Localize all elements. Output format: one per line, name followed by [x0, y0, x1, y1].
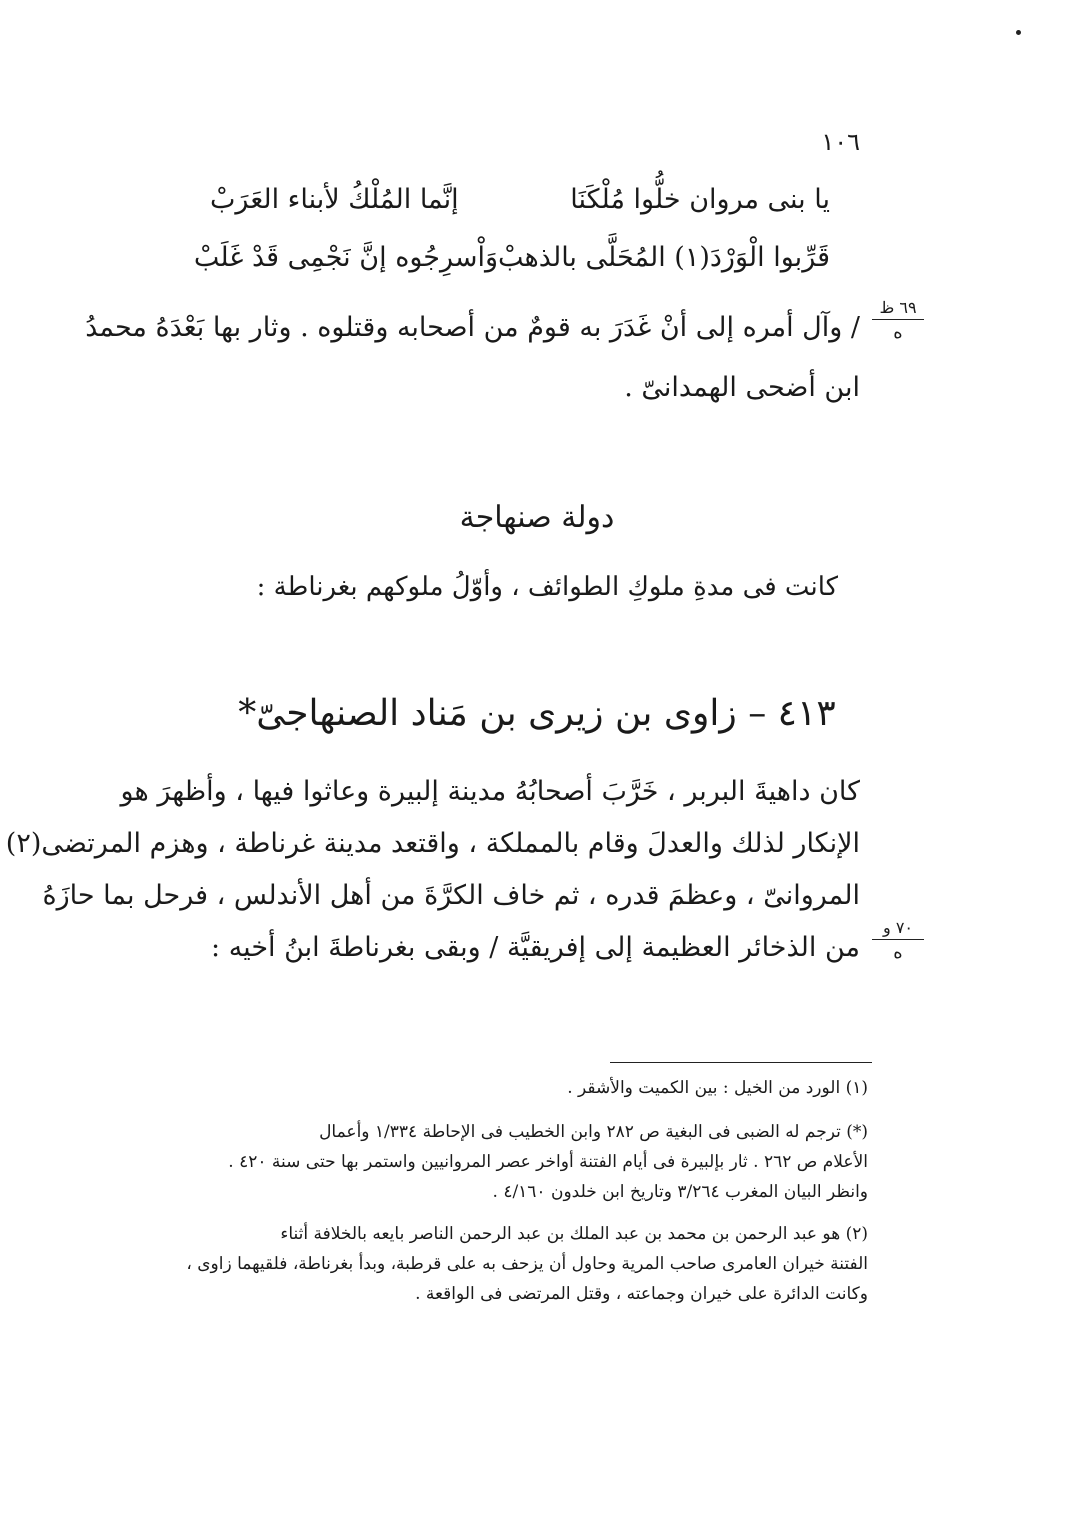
folio-number: ٦٩ ظ [879, 298, 917, 317]
section-subtitle: كانت فى مدةِ ملوكِ الطوائف ، وأوّلُ ملوكهم بغرناطة : [256, 572, 838, 602]
verse-hemistich-left: إنَّما المُلْكُ لأبناء العَرَبْ [210, 184, 459, 215]
footnote-line: الفتنة خيران العامرى صاحب المرية وحاول أن يزحف به على قرطبة، وبدأ بغرناطة، فلقيهما زاوى ، [186, 1254, 868, 1274]
footnote-separator [610, 1062, 872, 1063]
margin-folio-note [868, 298, 928, 343]
entry-line: كان داهيةَ البربر ، خَرَّبَ أصحابُهُ مدينة إلبيرة وعاثوا فيها ، وأظهرَ هو [120, 776, 860, 807]
entry-line: المروانىّ ، وعظمَ قدره ، ثم خاف الكرَّةَ من أهل الأندلس ، فرحل بما حازَهُ [42, 880, 860, 911]
entry-line: من الذخائر العظيمة إلى إفريقيَّة / وبقى بغرناطةَ ابنُ أخيه : [211, 932, 860, 963]
folio-mark: ه [893, 322, 903, 343]
footnote-line: (٢) هو عبد الرحمن بن محمد بن عبد الملك بن عبد الرحمن الناصر بايعه بالخلافة أثناء [280, 1224, 868, 1244]
verse-line [193, 242, 830, 273]
prose-line: ابن أضحى الهمدانىّ . [624, 372, 860, 403]
folio-divider [872, 939, 924, 940]
verse-hemistich-left: وَاْسرِجُوه إنَّ نَجْمِى قَدْ غَلَبْ [193, 242, 499, 273]
margin-folio-note [868, 918, 928, 963]
footnote-line: الأعلام ص ٢٦٢ . ثار بإلبيرة فى أيام الفتنة أواخر عصر المروانيين واستمر بها حتى سنة ٤٢٠ . [228, 1152, 868, 1172]
verse-hemistich-right: يا بنى مروان خلُّوا مُلْكَنَا [570, 184, 830, 215]
footnote-line: (١) الورد من الخيل : بين الكميت والأشقر . [567, 1078, 868, 1098]
ink-dot [1016, 30, 1021, 35]
footnote-line: وكانت الدائرة على خيران وجماعته ، وقتل المرتضى فى الواقعة . [415, 1284, 868, 1304]
verse-line [210, 184, 830, 215]
section-title: دولة صنهاجة [459, 500, 615, 535]
entry-title: ٤١٣ – زاوى بن زيرى بن مَناد الصنهاجىّ* [238, 693, 836, 734]
entry-line: الإنكار لذلك والعدلَ وقام بالمملكة ، واقتعد مدينة غرناطة ، وهزم المرتضى(٢) [5, 828, 860, 859]
page-number: ١٠٦ [821, 128, 860, 156]
folio-mark: ه [893, 942, 903, 963]
verse-hemistich-right: قَرِّبوا الْوَرْدَ(١) المُحَلَّى بالذهبْ [498, 242, 830, 273]
prose-line: / وآل أمره إلى أنْ غَدَرَ به قومٌ من أصحابه وقتلوه . وثار بها بَعْدَهُ محمدُ [85, 312, 860, 343]
folio-number: ٧٠ و [883, 918, 913, 937]
footnote-line: (*) ترجم له الضبى فى البغية ص ٢٨٢ وابن الخطيب فى الإحاطة ١/٣٣٤ وأعمال [319, 1122, 868, 1142]
folio-divider [872, 319, 924, 320]
footnote-line: وانظر البيان المغرب ٣/٢٦٤ وتاريخ ابن خلدون ٤/١٦٠ . [492, 1182, 868, 1202]
